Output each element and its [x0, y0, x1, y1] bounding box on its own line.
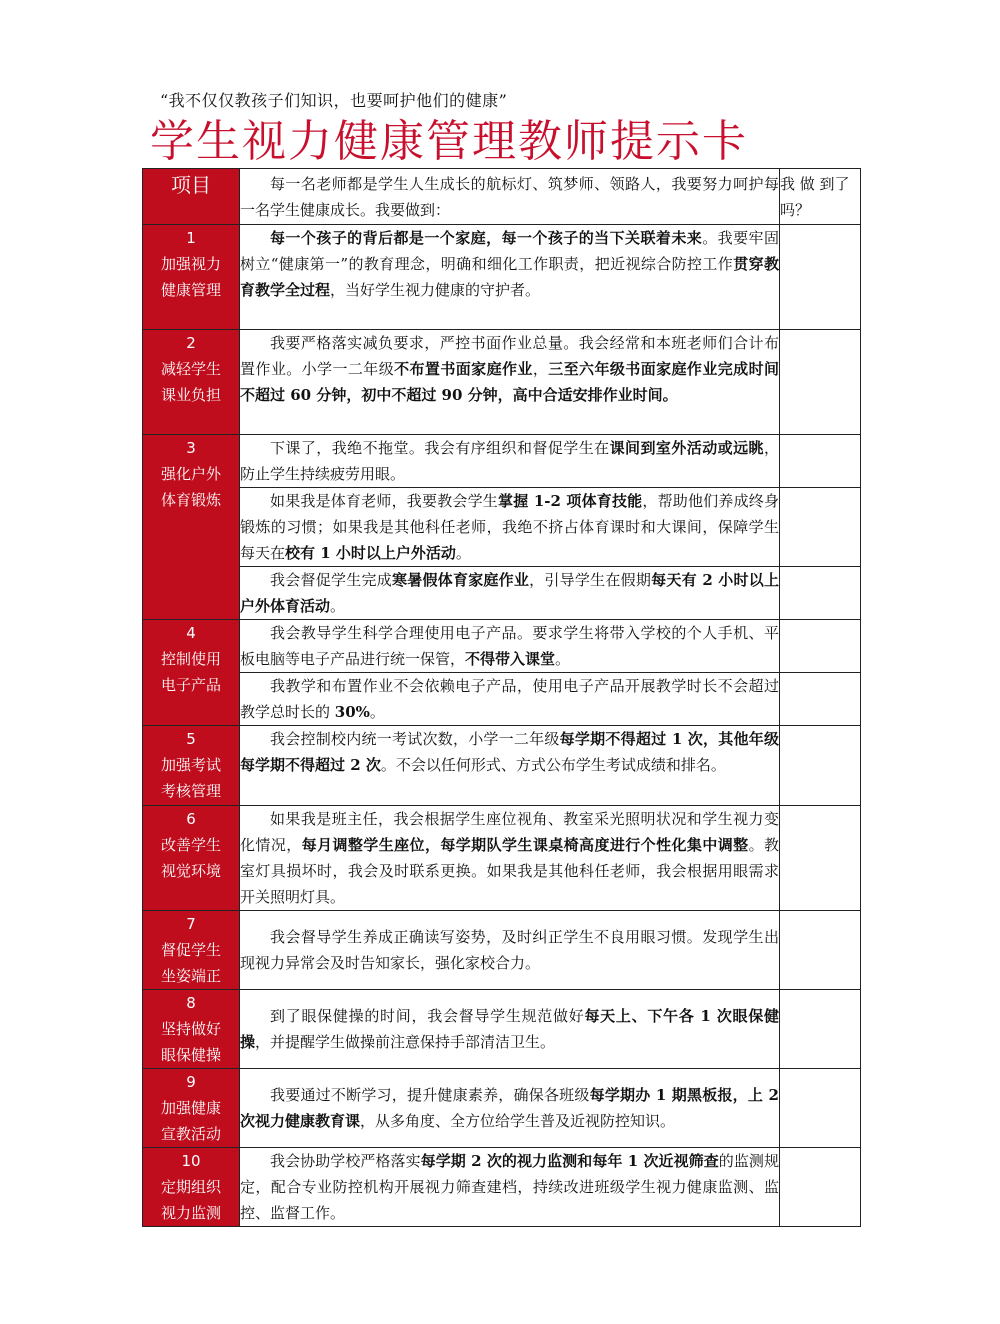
- item-content: [240, 911, 780, 990]
- item-content: [240, 435, 780, 488]
- content-text: ，防止学生持续疲劳用眼。: [240, 439, 779, 483]
- item-row-5: [143, 726, 861, 806]
- content-text: 我会协助学校严格落实: [270, 1152, 421, 1170]
- item-category-4: [143, 620, 240, 726]
- content-text: 。教室灯具损坏时，我会及时联系更换。如果我是其他科任老师，我会根据用眼需求开关照明灯具。: [240, 836, 779, 906]
- item-category-num: 9: [186, 1073, 196, 1091]
- header-category: 项目: [143, 169, 240, 225]
- header-intro: 每一名老师都是学生人生成长的航标灯、筑梦师、领路人，我要努力呵护每一名学生健康成长。我要做到：: [240, 169, 780, 225]
- content-text: ，当好学生视力健康的守护者。: [330, 281, 541, 299]
- item-category-l2: 课业负担: [160, 386, 221, 404]
- item-content: [240, 567, 780, 620]
- check-cell[interactable]: [780, 1148, 861, 1227]
- emphasis-text: 每月调整学生座位，每学期队学生课桌椅高度进行个性化集中调整: [301, 836, 749, 854]
- quote-line: “我不仅仅教孩子们知识，也要呵护他们的健康”: [160, 91, 508, 110]
- content-text: 。: [330, 597, 346, 615]
- item-category-num: 4: [186, 624, 196, 642]
- item-content: [240, 673, 780, 726]
- check-cell[interactable]: [780, 435, 861, 488]
- emphasis-text: 每天上、下午各 1 次眼保健操: [240, 1007, 779, 1051]
- item-content: [240, 806, 780, 911]
- emphasis-text: 不超过 60 分钟，初中不超过 90 分钟，高中合适安排作业时间。: [240, 386, 678, 404]
- item-category-l1: 加强考试: [160, 756, 221, 774]
- item-category-num: 3: [186, 439, 196, 457]
- emphasis-text: 校有 1 小时以上户外活动: [285, 544, 456, 562]
- item-category-l2: 考核管理: [160, 782, 221, 800]
- item-category-9: [143, 1069, 240, 1148]
- item-row-7: [143, 911, 861, 990]
- check-cell[interactable]: [780, 620, 861, 673]
- content-text: 。我要牢固树立“健康第一”的教育理念，明确和细化工作职责，把近视综合防控工作: [240, 229, 779, 273]
- emphasis-text: 不布置书面家庭作业: [394, 360, 533, 378]
- item-category-l1: 坚持做好: [160, 1020, 221, 1038]
- emphasis-text: 30%: [334, 703, 370, 721]
- item-category-1: [143, 225, 240, 330]
- check-cell[interactable]: [780, 225, 861, 330]
- item-category-l2: 健康管理: [160, 281, 221, 299]
- content-text: ，从多角度、全方位给学生普及近视防控知识。: [360, 1112, 676, 1130]
- item-content: [240, 330, 780, 435]
- item-row-2: [143, 330, 861, 435]
- content-text: 我要严格落实减负要求，严控书面作业总量。我会经常和本班老师们合计布置作业。小学一二年级: [240, 334, 779, 378]
- header-row: [143, 169, 861, 225]
- item-category-7: [143, 911, 240, 990]
- emphasis-text: 掌握 1-2 项体育技能: [498, 492, 643, 510]
- item-category-8: [143, 990, 240, 1069]
- emphasis-text: 每学期 2 次的视力监测和每年 1 次近视筛查: [420, 1152, 719, 1170]
- content-text: 的监测规定，配合专业防控机构开展视力筛查建档，持续改进班级学生视力健康监测、监控、监督工作。: [240, 1152, 779, 1222]
- item-category-l1: 控制使用: [160, 650, 221, 668]
- item-category-l2: 坐姿端正: [160, 967, 221, 985]
- item-category-l2: 体育锻炼: [160, 491, 221, 509]
- item-row-3-3: [143, 567, 861, 620]
- content-text: 。: [455, 544, 471, 562]
- content-text: 我会控制校内统一考试次数，小学一二年级: [270, 730, 560, 748]
- header-check: 我 做 到了吗？: [780, 169, 861, 225]
- content-text: ，并提醒学生做操前注意保持手部清洁卫生。: [255, 1033, 556, 1051]
- emphasis-text: 每学期办 1 期黑板报，上 2 次视力健康教育课: [240, 1086, 779, 1130]
- item-content: [240, 990, 780, 1069]
- check-cell[interactable]: [780, 911, 861, 990]
- item-category-3: [143, 435, 240, 620]
- item-category-l1: 定期组织: [160, 1178, 221, 1196]
- item-category-l2: 宣教活动: [160, 1125, 221, 1143]
- item-category-6: [143, 806, 240, 911]
- emphasis-text: 三至六年级书面家庭作业完成时间: [548, 360, 779, 378]
- item-category-num: 8: [186, 994, 196, 1012]
- item-category-l2: 眼保健操: [160, 1046, 221, 1064]
- item-content: [240, 620, 780, 673]
- item-category-l2: 电子产品: [160, 676, 221, 694]
- item-category-num: 10: [181, 1152, 201, 1170]
- check-cell[interactable]: [780, 330, 861, 435]
- item-category-l1: 督促学生: [160, 941, 221, 959]
- emphasis-text: 课间到室外活动或远眺: [609, 439, 764, 457]
- emphasis-text: 每学期不得超过 1 次，其他年级每学期不得超过 2 次: [240, 730, 779, 774]
- item-category-2: [143, 330, 240, 435]
- item-category-l1: 加强健康: [160, 1099, 221, 1117]
- emphasis-text: 寒暑假体育家庭作业: [391, 571, 530, 589]
- item-category-l2: 视觉环境: [160, 862, 221, 880]
- content-text: 我会教导学生科学合理使用电子产品。要求学生将带入学校的个人手机、平板电脑等电子产品进行统一保管，: [240, 624, 779, 668]
- content-text: 下课了，我绝不拖堂。我会有序组织和督促学生在: [270, 439, 610, 457]
- item-row-6: [143, 806, 861, 911]
- emphasis-text: 每天有 2 小时以上户外体育活动: [240, 571, 779, 615]
- check-cell[interactable]: [780, 567, 861, 620]
- emphasis-text: 每一个孩子的背后都是一个家庭，每一个孩子的当下关联着未来: [270, 229, 703, 247]
- check-cell[interactable]: [780, 726, 861, 806]
- content-text: 我会督促学生完成: [270, 571, 392, 589]
- check-cell[interactable]: [780, 673, 861, 726]
- content-text: 。不会以任何形式、方式公布学生考试成绩和排名。: [380, 756, 726, 774]
- content-text: 。: [369, 703, 385, 721]
- check-cell[interactable]: [780, 806, 861, 911]
- item-category-l1: 加强视力: [160, 255, 221, 273]
- item-category-num: 2: [186, 334, 196, 352]
- item-category-l1: 改善学生: [160, 836, 221, 854]
- item-row-10: [143, 1148, 861, 1227]
- item-content: [240, 726, 780, 806]
- content-text: 到了眼保健操的时间，我会督导学生规范做好: [270, 1007, 585, 1025]
- check-cell[interactable]: [780, 1069, 861, 1148]
- content-text: 我教学和布置作业不会依赖电子产品，使用电子产品开展教学时长不会超过教学总时长的: [240, 677, 779, 721]
- item-category-l2: 视力监测: [160, 1204, 221, 1222]
- check-cell[interactable]: [780, 488, 861, 567]
- tip-card-table: [142, 168, 861, 1227]
- item-row-4-1: [143, 620, 861, 673]
- page-title: 学生视力健康管理教师提示卡: [150, 116, 748, 167]
- item-row-3-2: [143, 488, 861, 567]
- emphasis-text: 贯穿教育教学全过程: [240, 255, 779, 299]
- content-text: 如果我是体育老师，我要教会学生: [270, 492, 499, 510]
- content-text: 我要通过不断学习，提升健康素养，确保各班级: [270, 1086, 590, 1104]
- item-row-8: [143, 990, 861, 1069]
- item-category-10: [143, 1148, 240, 1227]
- item-row-3-1: [143, 435, 861, 488]
- item-category-num: 6: [186, 810, 196, 828]
- item-row-1: [143, 225, 861, 330]
- item-row-4-2: [143, 673, 861, 726]
- content-text: ，引导学生在假期: [529, 571, 652, 589]
- item-content: [240, 1148, 780, 1227]
- item-row-9: [143, 1069, 861, 1148]
- item-category-num: 7: [186, 915, 196, 933]
- content-text: 。: [555, 650, 571, 668]
- content-text: ，: [532, 360, 549, 378]
- content-text: 我会督导学生养成正确读写姿势，及时纠正学生不良用眼习惯。发现学生出现视力异常会及时告知家长，强化家校合力。: [240, 928, 779, 972]
- item-category-l1: 减轻学生: [160, 360, 221, 378]
- content-text: ，帮助他们养成终身锻炼的习惯；如果我是其他科任老师，我绝不挤占体育课时和大课间，保障学生每天在: [240, 492, 779, 562]
- content-text: 如果我是班主任，我会根据学生座位视角、教室采光照明状况和学生视力变化情况，: [240, 810, 779, 854]
- item-category-l1: 强化户外: [160, 465, 221, 483]
- item-category-num: 1: [186, 229, 196, 247]
- item-category-5: [143, 726, 240, 806]
- item-category-num: 5: [186, 730, 196, 748]
- item-content: [240, 225, 780, 330]
- check-cell[interactable]: [780, 990, 861, 1069]
- item-content: [240, 1069, 780, 1148]
- emphasis-text: 不得带入课堂: [465, 650, 556, 668]
- item-content: [240, 488, 780, 567]
